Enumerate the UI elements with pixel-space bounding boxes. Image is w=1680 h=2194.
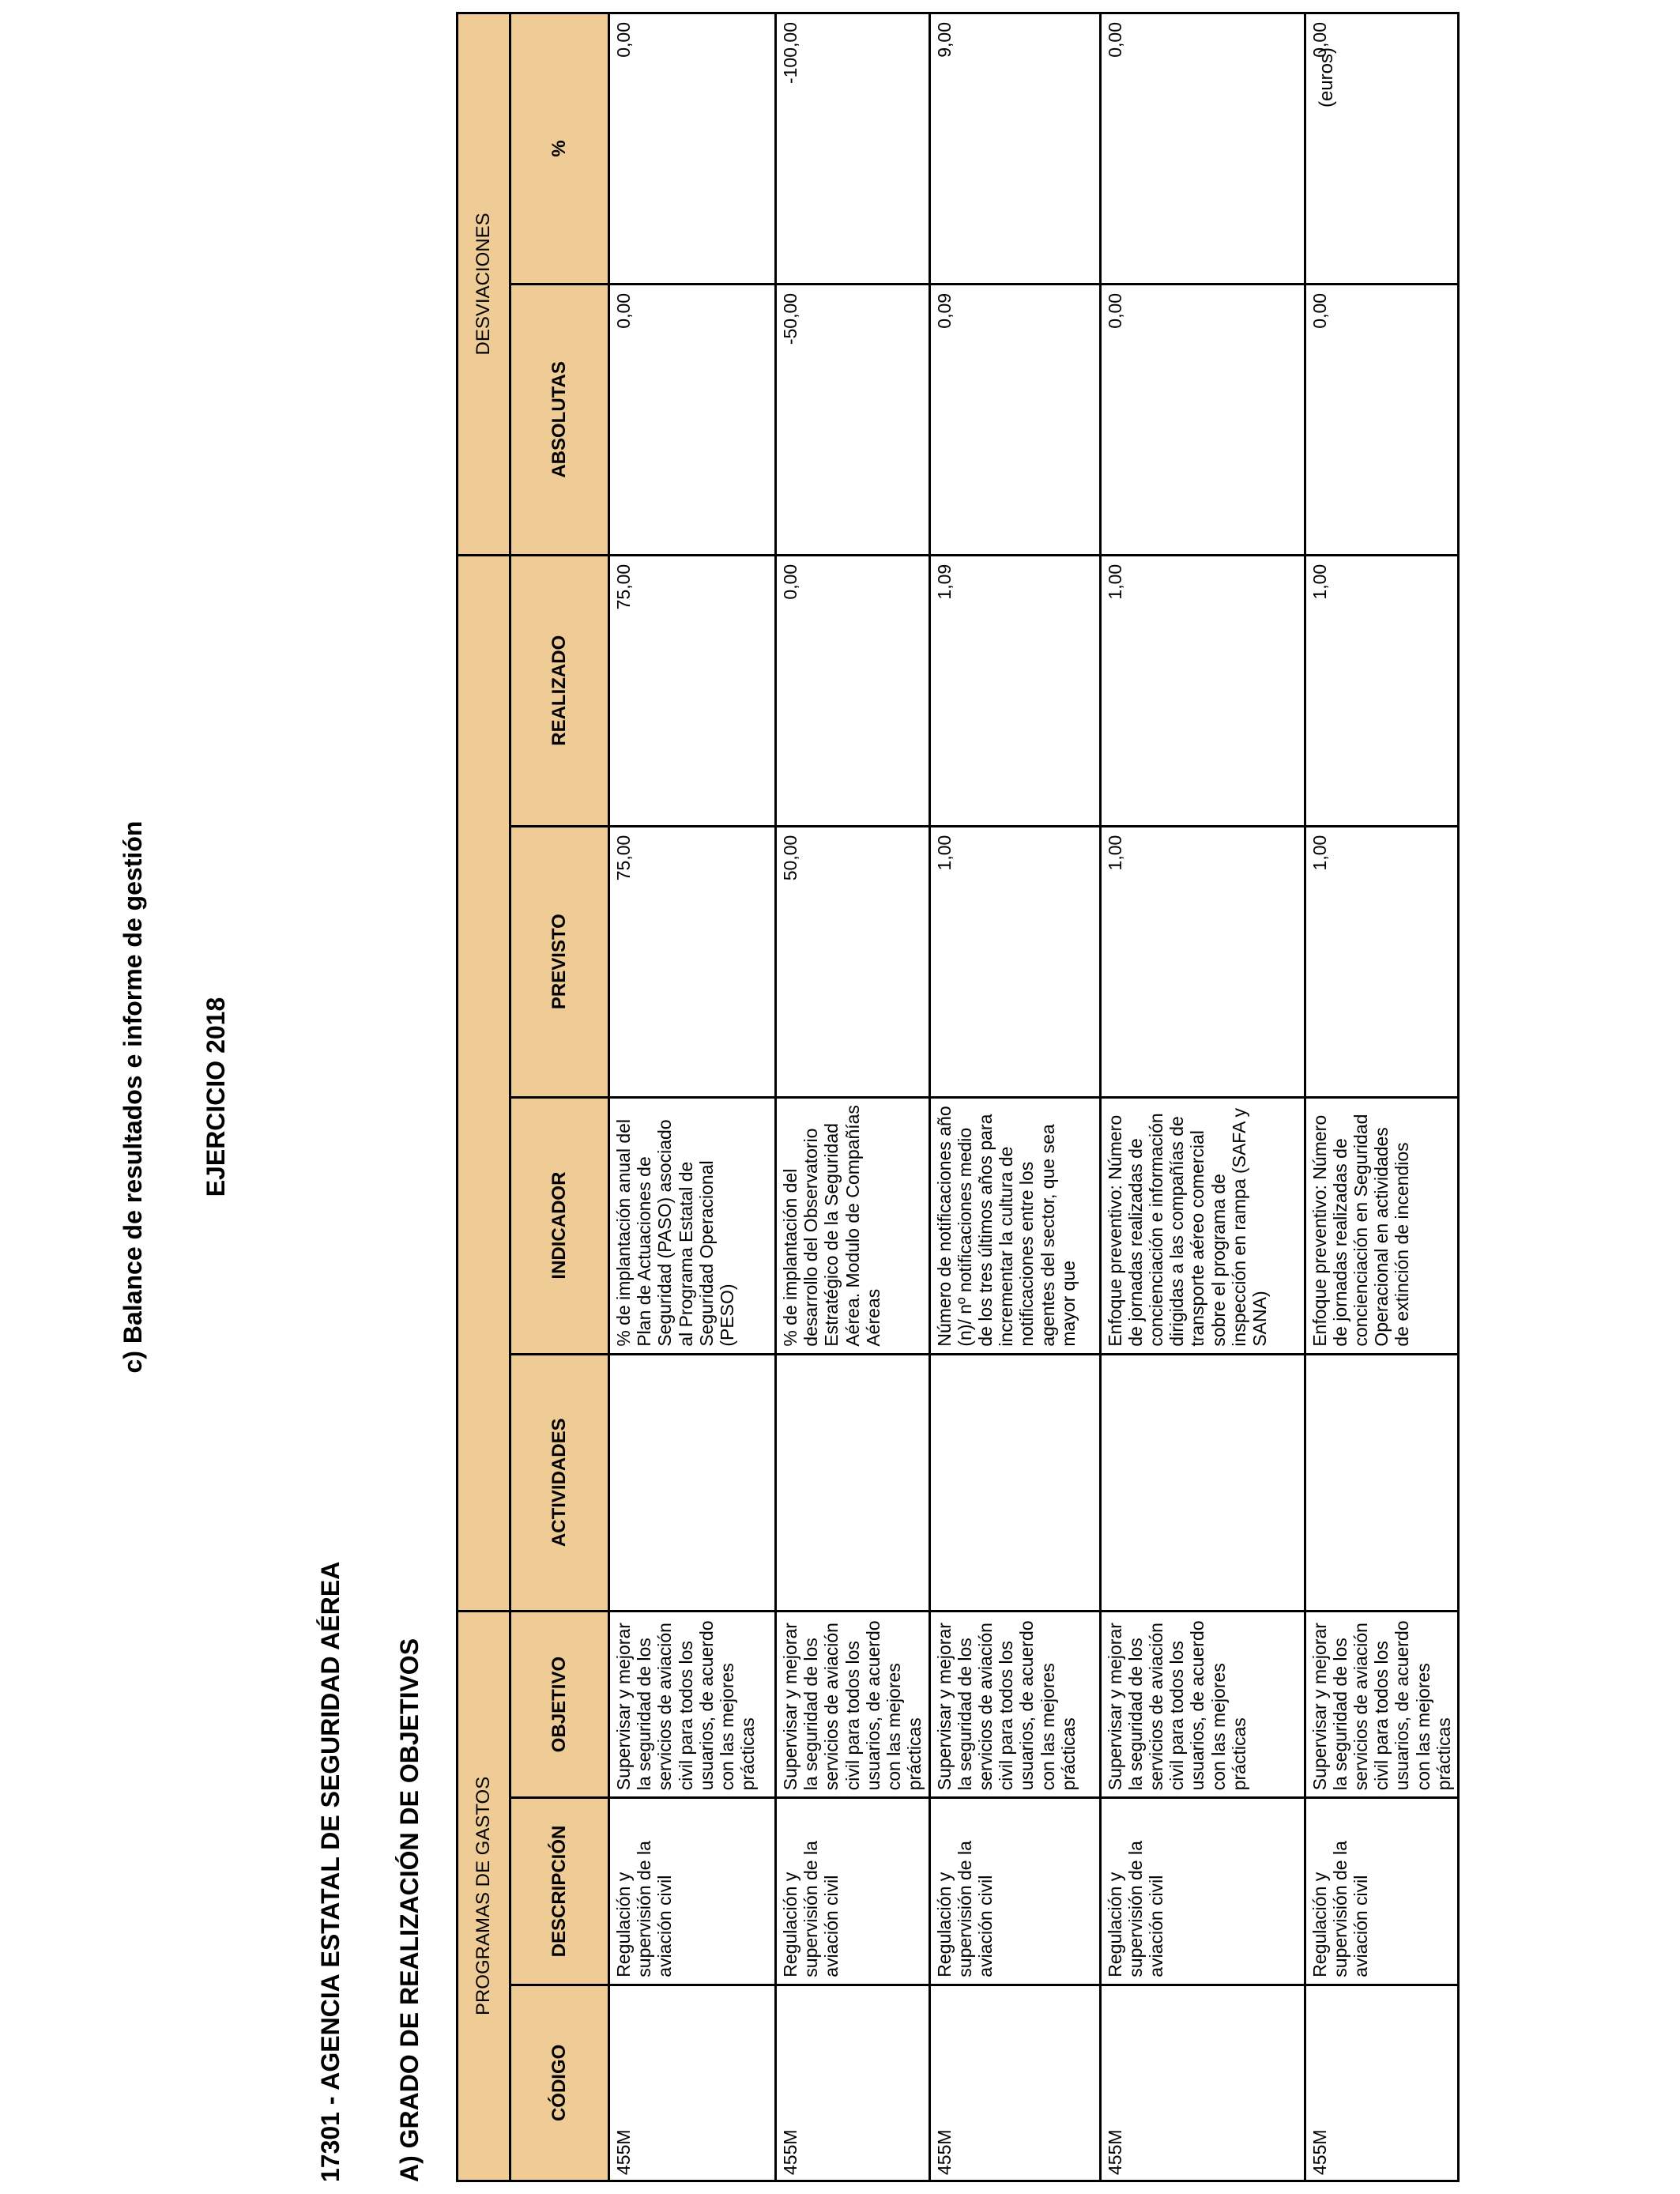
cell-activities [1100, 1354, 1305, 1611]
cell-activities [609, 1354, 776, 1611]
col-indicator: INDICADOR [510, 1097, 609, 1354]
group-header-row [458, 13, 510, 2181]
cell-activities [1305, 1354, 1459, 1611]
cell-absolute: -50,00 [776, 284, 930, 555]
cell-code: 455M [776, 1985, 930, 2181]
cell-percent: -100,00 [776, 13, 930, 285]
units-label: (euros) [1316, 47, 1337, 107]
cell-code: 455M [929, 1985, 1100, 2181]
table-row [776, 13, 930, 2181]
cell-description: Regulación y supervisión de la aviación civil [1305, 1798, 1459, 1985]
cell-achieved: 1,00 [1100, 555, 1305, 826]
header-spacer [458, 555, 510, 1611]
cell-objective: Supervisar y mejorar la seguridad de los servicios de aviación civil para todos los usuarios, de acuerdo con las mejores prácticas [1305, 1611, 1459, 1797]
cell-achieved: 1,00 [1305, 555, 1459, 826]
cell-absolute: 0,00 [609, 284, 776, 555]
objectives-table [456, 12, 1460, 2182]
cell-achieved: 0,00 [776, 555, 930, 826]
cell-code: 455M [1305, 1985, 1459, 2181]
cell-percent: 0,00 [1305, 13, 1459, 285]
cell-activities [776, 1354, 930, 1611]
section-heading: A) GRADO DE REALIZACIÓN DE OBJETIVOS [395, 1638, 424, 2182]
cell-planned: 1,00 [1305, 826, 1459, 1097]
header-deviations: DESVIACIONES [458, 13, 510, 556]
year-title: EJERCICIO 2018 [202, 997, 230, 1197]
cell-percent: 0,00 [609, 13, 776, 285]
report-title: c) Balance de resultados e informe de gestión [119, 820, 147, 1374]
cell-code: 455M [609, 1985, 776, 2181]
table-row [609, 13, 776, 2181]
cell-indicator: Número de notificaciones año (n)/ nº notificaciones medio de los tres últimos años para incrementar la cultura de notificaciones entre los agentes del sector, que sea mayor que [929, 1097, 1100, 1354]
cell-description: Regulación y supervisión de la aviación civil [609, 1798, 776, 1985]
cell-achieved: 1,09 [929, 555, 1100, 826]
cell-description: Regulación y supervisión de la aviación civil [776, 1798, 930, 1985]
cell-indicator: Enfoque preventivo: Número de jornadas realizadas de concienciación e información dirigidas a las compañías de transporte aéreo comercial sobre el programa de inspección en rampa (SAFA y SANA) [1100, 1097, 1305, 1354]
col-achieved: REALIZADO [510, 555, 609, 826]
table-row [1100, 13, 1305, 2181]
cell-objective: Supervisar y mejorar la seguridad de los servicios de aviación civil para todos los usuarios, de acuerdo con las mejores prácticas [1100, 1611, 1305, 1797]
cell-planned: 50,00 [776, 826, 930, 1097]
col-planned: PREVISTO [510, 826, 609, 1097]
cell-objective: Supervisar y mejorar la seguridad de los servicios de aviación civil para todos los usuarios, de acuerdo con las mejores prácticas [776, 1611, 930, 1797]
col-absolute: ABSOLUTAS [510, 284, 609, 555]
cell-objective: Supervisar y mejorar la seguridad de los servicios de aviación civil para todos los usuarios, de acuerdo con las mejores prácticas [609, 1611, 776, 1797]
cell-absolute: 0,09 [929, 284, 1100, 555]
cell-activities [929, 1354, 1100, 1611]
col-objective: OBJETIVO [510, 1611, 609, 1797]
col-percent: % [510, 13, 609, 285]
cell-planned: 75,00 [609, 826, 776, 1097]
cell-planned: 1,00 [929, 826, 1100, 1097]
col-code: CÓDIGO [510, 1985, 609, 2181]
cell-objective: Supervisar y mejorar la seguridad de los servicios de aviación civil para todos los usuarios, de acuerdo con las mejores prácticas [929, 1611, 1100, 1797]
cell-indicator: % de implantación del desarrollo del Observatorio Estratégico de la Seguridad Aérea. Modulo de Compañías Aéreas [776, 1097, 930, 1354]
cell-description: Regulación y supervisión de la aviación civil [929, 1798, 1100, 1985]
cell-percent: 9,00 [929, 13, 1100, 285]
table-row [1305, 13, 1459, 2181]
entity-heading: 17301 - AGENCIA ESTATAL DE SEGURIDAD AÉREA [316, 1561, 345, 2182]
cell-absolute: 0,00 [1100, 284, 1305, 555]
cell-achieved: 75,00 [609, 555, 776, 826]
cell-description: Regulación y supervisión de la aviación civil [1100, 1798, 1305, 1985]
cell-percent: 0,00 [1100, 13, 1305, 285]
col-activities: ACTIVIDADES [510, 1354, 609, 1611]
cell-indicator: % de implantación anual del Plan de Actuaciones de Seguridad (PASO) asociado al Programa Estatal de Seguridad Operacional (PESO) [609, 1097, 776, 1354]
column-header-row [510, 13, 609, 2181]
col-description: DESCRIPCIÓN [510, 1798, 609, 1985]
cell-planned: 1,00 [1100, 826, 1305, 1097]
header-programs: PROGRAMAS DE GASTOS [458, 1611, 510, 2181]
cell-indicator: Enfoque preventivo: Número de jornadas realizadas de concienciación en Seguridad Operacional en actividades de extinción de incendios [1305, 1097, 1459, 1354]
table-row [929, 13, 1100, 2181]
cell-code: 455M [1100, 1985, 1305, 2181]
cell-absolute: 0,00 [1305, 284, 1459, 555]
